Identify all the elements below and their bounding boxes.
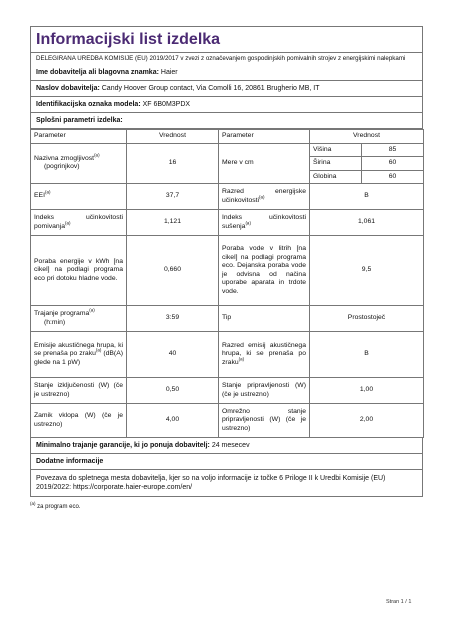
model-value: XF 6B0M3PDX [142,101,191,108]
network-standby-label: Omrežno stanje pripravljenosti (W) (če je ustrezno) [219,404,310,438]
width-label: Širina [310,157,362,171]
table-header-row [31,130,424,144]
header-value-right: Vrednost [310,130,424,144]
water-consumption-label: Poraba vode v litrih [na cikel] na podlagi programa eco. Dejanska poraba vode je odvisna od načina uporabe aparata in trdote vode. [219,236,310,306]
address-row [30,81,423,97]
drying-index-value: 1,061 [310,210,424,236]
water-consumption-value: 9,5 [310,236,424,306]
table-row [31,210,424,236]
energy-consumption-value: 0,660 [127,236,219,306]
page-number: Stran 1 / 1 [386,599,412,605]
height-value: 85 [362,143,424,157]
depth-label: Globina [310,170,362,184]
drying-index-label: Indeks učinkovitosti sušenja$^{(a)}$ [219,210,310,236]
address-value: Candy Hoover Group contact, Via Comolli 16, 20861 Brugherio MB, IT [101,85,320,92]
energy-class-value: B [310,184,424,210]
delay-start-value: 4,00 [127,404,219,438]
eei-value: 37,7 [127,184,219,210]
duration-label: Trajanje programa$^{(a)}$ (h:min) [31,306,127,332]
warranty-value: 24 mesecev [211,442,250,449]
model-label: Identifikacijska oznaka modela: [36,101,141,108]
additional-info-header [30,454,423,470]
supplier-row [30,65,423,81]
energy-class-label: Razred energijske učinkovitosti$^{(a)}$ [219,184,310,210]
energy-consumption-label: Poraba energije v kWh [na cikel] na podlagi programa eco pri dotoku hladne vode. [31,236,127,306]
eei-label: EEI$^{(a)}$ [31,184,127,210]
width-value: 60 [362,157,424,171]
additional-info-label: Dodatne informacije [36,458,104,465]
cleaning-index-label: Indeks učinkovitosti pomivanja$^{(a)}$ [31,210,127,236]
dims-label: Mere v cm [219,143,310,184]
table-row [31,184,424,210]
table-row [31,143,424,157]
address-label: Naslov dobavitelja: [36,85,100,92]
depth-value: 60 [362,170,424,184]
general-params-row [30,113,423,129]
table-row [31,236,424,306]
standby-label: Stanje pripravljenosti (W) (če je ustrezno) [219,378,310,404]
cleaning-index-value: 1,121 [127,210,219,236]
footnote [30,501,81,510]
additional-info-text: Povezava do spletnega mesta dobavitelja, kjer so na voljo informacije iz točke 6 Priloge II k Uredbi Komisije (EU) 2019/2022: https://corporate.haier-europe.com/en/ [36,475,386,491]
delay-start-label: Zamik vklopa (W) (če je ustrezno) [31,404,127,438]
off-mode-value: 0,50 [127,378,219,404]
table-row [31,404,424,438]
network-standby-value: 2,00 [310,404,424,438]
supplier-value: Haier [160,69,178,76]
type-label: Tip [219,306,310,332]
warranty-row [30,438,423,454]
general-params-label: Splošni parametri izdelka: [36,117,123,124]
header-parameter-left: Parameter [31,130,127,144]
noise-class-label: Razred emisij akustičnega hrupa, ki se prenaša po zraku$^{(a)}$ [219,332,310,378]
parameters-table [30,129,424,438]
additional-info-row [30,470,423,497]
page-title: Informacijski list izdelka [36,31,221,48]
standby-value: 1,00 [310,378,424,404]
regulation-subtitle: DELEGIRANA UREDBA KOMISIJE (EU) 2019/2017 v zvezi z označevanjem gospodinjskih pomivalnih strojev z energijskimi nalepkami [30,53,423,65]
duration-value: 3:59 [127,306,219,332]
table-row [31,332,424,378]
warranty-label: Minimalno trajanje garancije, ki jo ponuja dobavitelj: [36,442,210,449]
model-row [30,97,423,113]
noise-value: 40 [127,332,219,378]
supplier-label: Ime dobavitelja ali blagovna znamka: [36,69,159,76]
type-value: Prostostoječ [310,306,424,332]
title-box [30,26,423,53]
noise-class-value: B [310,332,424,378]
table-row [31,306,424,332]
product-sheet [30,26,423,497]
header-parameter-right: Parameter [219,130,310,144]
header-value-left: Vrednost [127,130,219,144]
capacity-label: Nazivna zmogljivost$^{(a)}$ (pogrinjkov) [31,143,127,184]
noise-label: Emisije akustičnega hrupa, ki se prenaša po zraku$^{(a)}$ (dB(A) glede na 1 pW) [31,332,127,378]
off-mode-label: Stanje izključenosti (W) (če je ustrezno) [31,378,127,404]
footnote-marker: (a) [30,501,36,506]
footnote-text: za program eco. [37,504,81,510]
table-row [31,378,424,404]
capacity-value: 16 [127,143,219,184]
height-label: Višina [310,143,362,157]
